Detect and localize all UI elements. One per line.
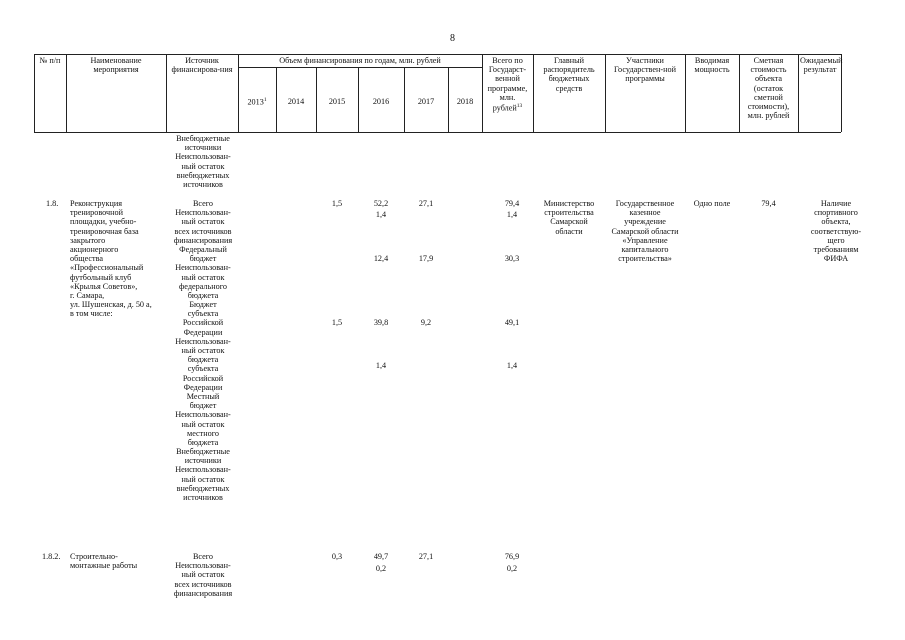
value-cell: 27,1 — [418, 552, 434, 561]
header-number: № п/п — [39, 56, 61, 65]
page-number: 8 — [450, 33, 455, 44]
header-year-2015: 2015 — [328, 97, 346, 106]
value-cell: 0,3 — [331, 552, 343, 561]
source-list: Всего Неиспользован- ный остаток всех источников финансирования Федеральный бюджет Неиспользован- ный остаток федерального бюджета Бюджет субъекта Российской Федерации Неиспользован- ный остаток бюджета субъекта Российской Федерации Местный бюджет Неиспользован- ный остаток местного бюджета Внебюджетные источники Неиспользован- ный остаток внебюджетных источников — [173, 199, 233, 502]
header-estimate: Сметная стоимость объекта (остаток сметной стоимости), млн. рублей — [747, 56, 790, 121]
value-cell: 1,5 — [331, 318, 343, 327]
value-cell: 27,1 — [418, 199, 434, 208]
value-cell: 1,4 — [506, 361, 518, 370]
item-name: Реконструкция тренировочной площадки, учебно- тренировочная база закрытого акционерного общества «Профессиональный футбольный клуб «Крылья Советов», г. Самара, ул. Шушенская, д. 50 а, в том числе: — [70, 199, 152, 319]
header-year-2018: 2018 — [456, 97, 474, 106]
value-cell: 76,9 — [504, 552, 520, 561]
value-cell: 1,4 — [506, 210, 518, 219]
estimate: 79,4 — [761, 199, 776, 208]
header-year-2017: 2017 — [417, 97, 435, 106]
header-financing: Объем финансирования по годам, млн. рублей — [279, 56, 441, 65]
value-cell: 17,9 — [418, 254, 434, 263]
main-manager: Министерство строительства Самарской области — [543, 199, 595, 236]
item-name: Строительно- монтажные работы — [70, 552, 138, 571]
value-cell: 49,1 — [504, 318, 520, 327]
item-number: 1.8. — [46, 199, 59, 208]
value-cell: 49,7 — [373, 552, 389, 561]
header-participants: Участники Государствен-ной программы — [614, 56, 676, 84]
value-cell: 12,4 — [373, 254, 389, 263]
item-number: 1.8.2. — [42, 552, 61, 561]
value-cell: 30,3 — [504, 254, 520, 263]
expected-result: Наличие спортивного объекта, соответствую- щего требованиям ФИФА — [810, 199, 862, 264]
header-main-manager: Главный распорядитель бюджетных средств — [543, 56, 595, 93]
value-cell: 9,2 — [420, 318, 432, 327]
value-cell: 1,5 — [331, 199, 343, 208]
header-name: Наименование мероприятия — [90, 56, 142, 75]
header-result: Ожидаемый результат — [800, 56, 843, 75]
header-year-2014: 2014 — [287, 97, 305, 106]
value-cell: 52,2 — [373, 199, 389, 208]
value-cell: 0,2 — [506, 564, 518, 573]
value-cell: 79,4 — [504, 199, 520, 208]
value-cell: 1,4 — [375, 210, 387, 219]
header-year-2016: 2016 — [372, 97, 390, 106]
header-source: Источник финансирова-ния — [171, 56, 233, 75]
header-capacity: Вводимая мощность — [694, 56, 730, 75]
header-total: Всего по Государст-венной программе, млн. рублей$^{13}$ — [487, 56, 528, 113]
participants: Государственное казенное учреждение Самарской области «Управление капитального строительства» — [611, 199, 679, 264]
value-cell: 39,8 — [373, 318, 389, 327]
value-cell: 0,2 — [375, 564, 387, 573]
source-list: Всего Неиспользован- ный остаток всех источников финансирования — [173, 552, 233, 598]
capacity: Одно поле — [693, 199, 731, 208]
source-list-continued: Внебюджетные источники Неиспользован- ный остаток внебюджетных источников — [175, 134, 231, 189]
value-cell: 1,4 — [375, 361, 387, 370]
header-year-2013: 2013$^1$ — [247, 97, 267, 107]
